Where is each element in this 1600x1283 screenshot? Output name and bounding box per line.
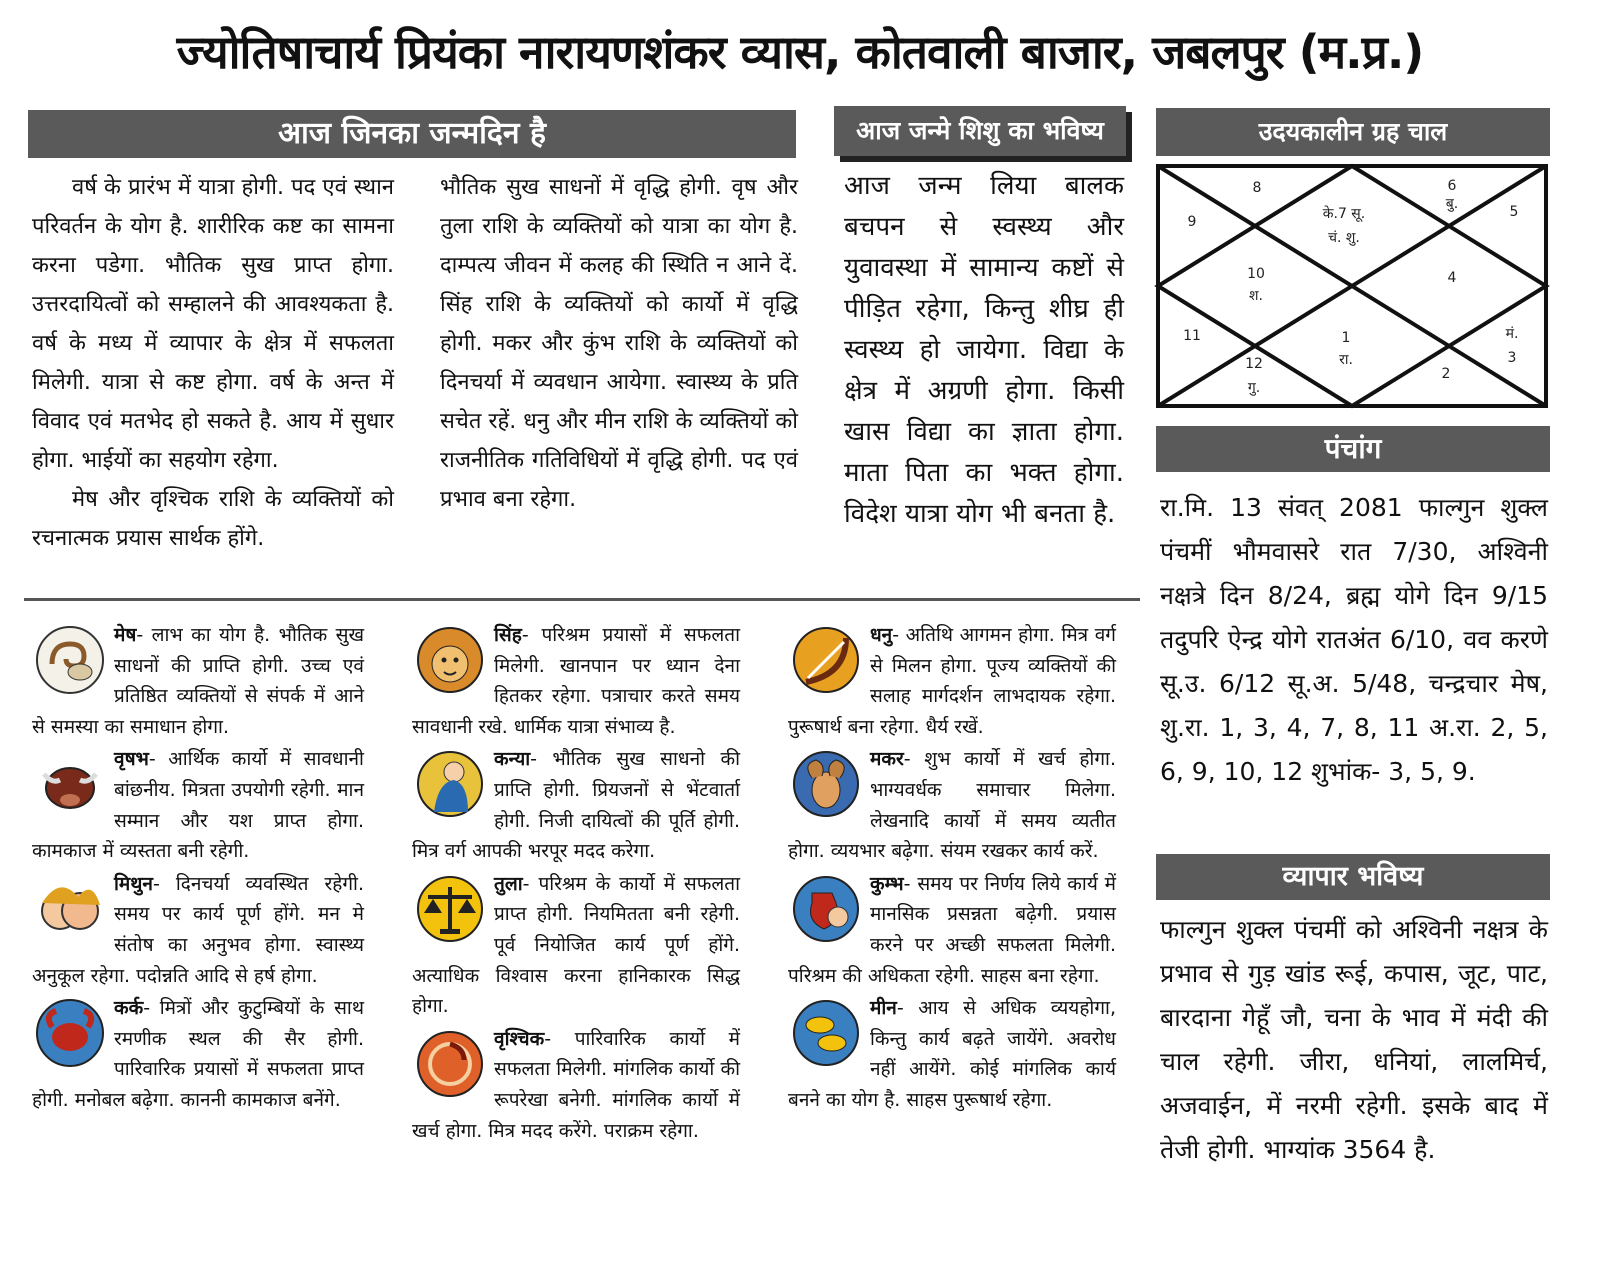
rashi-name: धनु — [870, 624, 893, 646]
scales-icon — [414, 873, 486, 945]
rashi-kanya: कन्या- भौतिक सुख साधनो की प्राप्ति होगी. प्रियजनों से भेंटवार्ता होगी. निजी दायित्वों की पूर्ति होगी. मित्र वर्ग आपकी भरपूर मदद करेगा. — [412, 748, 740, 863]
rashi-text: आय से अधिक व्ययहोगा, किन्तु कार्य बढ़ते जायेंगे. अवरोध नहीं आयेंगे. कोई मांगलिक कार्य बनने का योग है. साहस पुरूषार्थ रहेगा. — [788, 997, 1116, 1111]
rashi-text: आर्थिक कार्यो में सावधानी बांछनीय. मित्रता उपयोगी रहेगी. मान सम्मान और यश प्राप्त होगा. कामकाज में व्यस्तता बनी रहेगी. — [32, 748, 364, 863]
house-10: 10 — [1247, 266, 1265, 282]
rashi-kumbh: कुम्भ- समय पर निर्णय लिये कार्य में मानसिक प्रसन्नता बढ़ेगी. प्रयास करने पर अच्छी सफलता मिलेगी. परिश्रम की अधिकता रहेगी. साहस बना रहेगा. — [788, 872, 1116, 987]
child-title: आज जन्मे शिशु का भविष्य — [834, 106, 1126, 156]
house-7: के.7 सू. — [1322, 206, 1366, 222]
rashi-vrishabh: वृषभ- आर्थिक कार्यो में सावधानी बांछनीय. मित्रता उपयोगी रहेगी. मान सम्मान और यश प्राप्त होगा. कामकाज में व्यस्तता बनी रहेगी. — [32, 748, 364, 863]
birthday-col1 — [32, 168, 394, 558]
panchang-text: रा.मि. 13 संवत् 2081 फाल्गुन शुक्ल पंचमीं भौमवासरे रात 7/30, अश्विनी नक्षत्रे दिन 8/24, ब्रह्म योगे दिन 9/15 तदुपरि ऐन्द्र योगे रातअंत 6/10, वव करणे सू.उ. 6/12 सू.अ. 5/48, चन्द्रचार मेष, शु.रा. 1, 3, 4, 7, 8, 11 अ.रा. 2, 5, 6, 9, 10, 12 शुभांक- 3, 5, 9. — [1160, 493, 1548, 786]
rashi-text: लाभ का योग है. भौतिक सुख साधनों की प्राप्ति होगी. उच्च एवं प्रतिष्ठित व्यक्तियों से संपर्क में आने से समस्या का समाधान होगा. — [32, 624, 364, 738]
house-2: 2 — [1441, 366, 1451, 382]
house-7-planets: चं. शु. — [1328, 230, 1360, 246]
house-5: 5 — [1509, 204, 1519, 220]
crab-icon — [34, 997, 106, 1069]
goat-icon — [790, 748, 862, 820]
lion-icon — [414, 624, 486, 696]
fish-icon — [790, 997, 862, 1069]
rashi-mithun: मिथुन- दिनचर्या व्यवस्थित रहेगी. समय पर कार्य पूर्ण होंगे. मन मे संतोष का अनुभव होगा. स्वास्थ्य अनुकूल रहेगा. पदोन्नति आदि से हर्ष होगा. — [32, 872, 364, 987]
rashi-name: तुला — [494, 872, 523, 895]
twins-icon — [34, 873, 106, 945]
birthday-para-2: मेष और वृश्चिक राशि के व्यक्तियों को रचनात्मक प्रयास सार्थक होंगे. — [32, 487, 394, 551]
rashi-text: पारिवारिक कार्यो में सफलता मिलेगी. मांगलिक कार्यो की रूपरेखा बनेगी. मांगलिक कार्यो में खर्च होगा. मित्र मदद करेंगे. पराक्रम रहेगा. — [412, 1027, 740, 1142]
business-text: फाल्गुन शुक्ल पंचमीं को अश्विनी नक्षत्र के प्रभाव से गुड़ खांड रूई, कपास, जूट, पाट, बारदाना गेहूँ जौ, चना के भाव में मंदी की चाल रहेगी. जीरा, धनियां, लालमिर्च, अजवाईन, में नरमी रहेगी. इसके बाद में तेजी होगी. भाग्यांक 3564 है. — [1160, 915, 1548, 1164]
rashi-text: परिश्रम के कार्यो में सफलता प्राप्त होगी. नियमितता बनी रहेगी. पूर्व नियोजित कार्य पूर्ण होंगे. अत्याधिक विश्वास करना हानिकारक सिद्ध होगा. — [412, 872, 740, 1018]
rashi-name: वृश्चिक — [494, 1027, 545, 1050]
birthday-col2 — [440, 168, 798, 519]
rashi-dhanu: धनु- अतिथि आगमन होगा. मित्र वर्ग से मिलन होगा. पूज्य व्यक्तियों की सलाह मार्गदर्शन लाभदायक रहेगा. पुरूषार्थ बना रहेगा. धैर्य रखें. — [788, 624, 1116, 738]
rashi-singh: सिंह- परिश्रम प्रयासों में सफलता मिलेगी. खानपान पर ध्यान देना हितकर रहेगा. पत्राचार करते समय सावधानी रखे. धार्मिक यात्रा संभाव्य है. — [412, 624, 740, 738]
rashi-text: परिश्रम प्रयासों में सफलता मिलेगी. खानपान पर ध्यान देना हितकर रहेगा. पत्राचार करते समय सावधानी रखे. धार्मिक यात्रा संभाव्य है. — [412, 624, 740, 738]
rashi-name: मीन — [870, 997, 897, 1020]
house-12: 12 — [1245, 356, 1263, 372]
rashi-vrishchik: वृश्चिक- पारिवारिक कार्यो में सफलता मिलेगी. मांगलिक कार्यो की रूपरेखा बनेगी. मांगलिक कार्यो में खर्च होगा. मित्र मदद करेंगे. पराक्रम रहेगा. — [412, 1027, 740, 1142]
rashi-name: मकर — [870, 748, 904, 771]
bow-icon — [790, 624, 862, 696]
rashifal-column-1 — [32, 620, 364, 1116]
virgo-icon — [414, 748, 486, 820]
rashi-kark: कर्क- मित्रों और कुटुम्बियों के साथ रमणीक स्थल की सैर होगी. पारिवारिक प्रयासों में सफलता प्राप्त होगी. मनोबल बढ़ेगा. काननी कामकाज बनेंगे. — [32, 997, 364, 1111]
rashi-name: सिंह — [494, 624, 522, 646]
house-12-planet: गु. — [1247, 380, 1261, 396]
rashi-mesh: मेष- लाभ का योग है. भौतिक सुख साधनों की प्राप्ति होगी. उच्च एवं प्रतिष्ठित व्यक्तियों से संपर्क में आने से समस्या का समाधान होगा. — [32, 624, 364, 738]
house-6: 6 — [1447, 178, 1457, 194]
birthday-para-3: भौतिक सुख साधनों में वृद्धि होगी. वृष और तुला राशि के व्यक्तियों को यात्रा का योग है. दाम्पत्य जीवन में कलह की स्थिति न आने दें. सिंह राशि के व्यक्तियों को कार्यो में वृद्धि होगी. मकर और कुंभ राशि के व्यक्तियों को दिनचर्या में व्यवधान आयेगा. स्वास्थ्य के प्रति सचेत रहें. धनु और मीन राशि के व्यक्तियों को राजनीतिक गतिविधियों में वृद्धि होगी. पद एवं प्रभाव बना रहेगा. — [440, 175, 798, 512]
house-10-planet: श. — [1249, 288, 1263, 304]
house-3: 3 — [1507, 350, 1517, 366]
rashi-text: समय पर निर्णय लिये कार्य में मानसिक प्रसन्नता बढ़ेगी. प्रयास करने पर अच्छी सफलता मिलेगी. परिश्रम की अधिकता रहेगी. साहस बना रहेगा. — [788, 872, 1116, 987]
rashifal-column-3 — [788, 620, 1116, 1116]
chart-title: उदयकालीन ग्रह चाल — [1156, 108, 1550, 156]
bull-icon — [34, 748, 106, 820]
birthday-para-1: वर्ष के प्रारंभ में यात्रा होगी. पद एवं स्थान परिवर्तन के योग है. शारीरिक कष्ट का सामना करना पडेगा. भौतिक सुख प्राप्त होगा. उत्तरदायित्वों को सम्हालने की आवश्यकता है. वर्ष के मध्य में व्यापार के क्षेत्र में सफलता मिलेगी. यात्रा से कष्ट होगा. वर्ष के अन्त में विवाद एवं मतभेद हो सकते है. आय में सुधार होगा. भाईयों का सहयोग रहेगा. — [32, 175, 394, 473]
business-title: व्यापार भविष्य — [1156, 854, 1550, 900]
rashi-text: मित्रों और कुटुम्बियों के साथ रमणीक स्थल की सैर होगी. पारिवारिक प्रयासों में सफलता प्राप्त होगी. मनोबल बढ़ेगा. काननी कामकाज बनेंगे. — [32, 997, 364, 1111]
rashi-text: भौतिक सुख साधनो की प्राप्ति होगी. प्रियजनों से भेंटवार्ता होगी. निजी दायित्वों की पूर्ति होगी. मित्र वर्ग आपकी भरपूर मदद करेगा. — [412, 748, 740, 863]
house-4: 4 — [1447, 270, 1457, 286]
rashi-name: मेष — [114, 624, 137, 646]
kundali-chart — [1154, 162, 1550, 410]
section-divider — [24, 598, 1140, 601]
rashi-name: कन्या — [494, 748, 531, 771]
house-11: 11 — [1183, 328, 1201, 344]
rashi-text: शुभ कार्यो में खर्च होगा. भाग्यवर्धक समाचार मिलेगा. लेखनादि कार्यो में समय व्यतीत होगा. व्ययभार बढ़ेगा. संयम रखकर कार्य करें. — [788, 748, 1116, 863]
rashi-name: मिथुन — [114, 872, 153, 895]
rashi-name: कुम्भ — [870, 872, 904, 895]
rashi-makar: मकर- शुभ कार्यो में खर्च होगा. भाग्यवर्धक समाचार मिलेगा. लेखनादि कार्यो में समय व्यतीत होगा. व्ययभार बढ़ेगा. संयम रखकर कार्य करें. — [788, 748, 1116, 863]
rashi-name: कर्क — [114, 997, 144, 1020]
house-1: 1 — [1341, 330, 1351, 346]
house-9: 9 — [1187, 214, 1197, 230]
birthday-title: आज जिनका जन्मदिन है — [28, 110, 796, 158]
house-8: 8 — [1252, 180, 1262, 196]
ram-icon — [34, 624, 106, 696]
water-pot-icon — [790, 873, 862, 945]
page-headline: ज्योतिषाचार्य प्रियंका नारायणशंकर व्यास, कोतवाली बाजार, जबलपुर (म.प्र.) — [176, 25, 1424, 79]
house-3-planet: मं. — [1505, 326, 1519, 342]
scorpion-icon — [414, 1028, 486, 1100]
child-text: आज जन्म लिया बालक बचपन से स्वस्थ्य और युवावस्था में सामान्य कष्टों से पीड़ित रहेगा, किन्तु शीघ्र ही स्वस्थ्य हो जायेगा. विद्या के क्षेत्र में अग्रणी होगा. किसी खास विद्या का ज्ञाता होगा. माता पिता का भक्त होगा. विदेश यात्रा योग भी बनता है. — [844, 171, 1124, 529]
house-6-planet: बु. — [1445, 196, 1459, 212]
rashi-meen: मीन- आय से अधिक व्ययहोगा, किन्तु कार्य बढ़ते जायेंगे. अवरोध नहीं आयेंगे. कोई मांगलिक कार्य बनने का योग है. साहस पुरूषार्थ रहेगा. — [788, 997, 1116, 1111]
panchang-title: पंचांग — [1156, 426, 1550, 472]
rashifal-column-2 — [412, 620, 740, 1146]
rashi-text: दिनचर्या व्यवस्थित रहेगी. समय पर कार्य पूर्ण होंगे. मन मे संतोष का अनुभव होगा. स्वास्थ्य अनुकूल रहेगा. पदोन्नति आदि से हर्ष होगा. — [32, 872, 364, 987]
house-1-planet: रा. — [1339, 352, 1353, 368]
rashi-text: अतिथि आगमन होगा. मित्र वर्ग से मिलन होगा. पूज्य व्यक्तियों की सलाह मार्गदर्शन लाभदायक रहेगा. पुरूषार्थ बना रहेगा. धैर्य रखें. — [788, 624, 1116, 738]
rashi-name: वृषभ — [114, 748, 149, 771]
rashi-tula: तुला- परिश्रम के कार्यो में सफलता प्राप्त होगी. नियमितता बनी रहेगी. पूर्व नियोजित कार्य पूर्ण होंगे. अत्याधिक विश्वास करना हानिकारक सिद्ध होगा. — [412, 872, 740, 1018]
